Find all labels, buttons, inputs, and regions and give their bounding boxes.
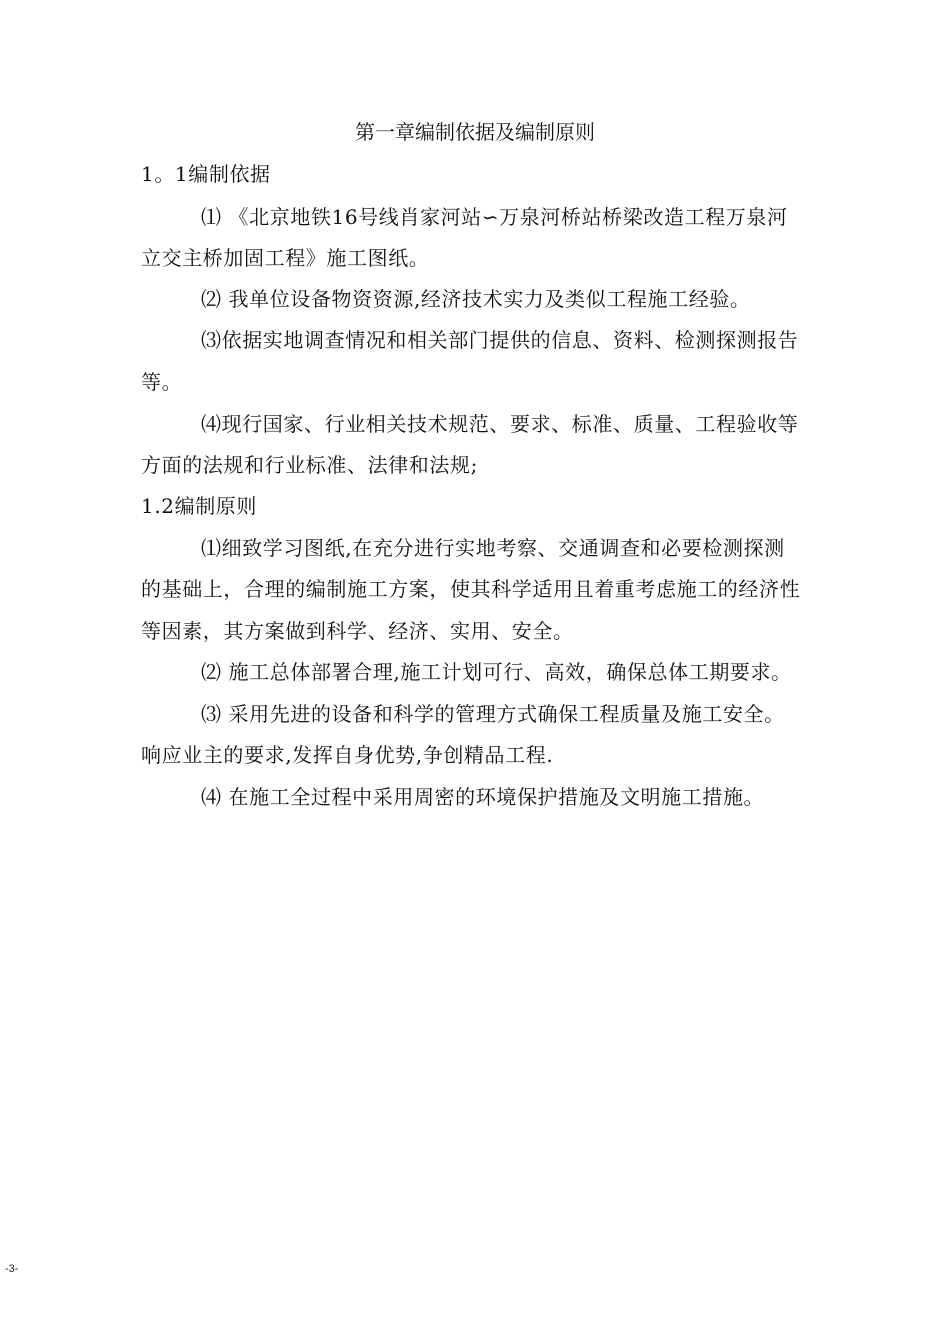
paragraph-line: ⑷ 在施工全过程中采用周密的环境保护措施及文明施工措施。 [201,785,765,809]
paragraph-line: 的基础上，合理的编制施工方案，使其科学适用且着重考虑施工的经济性 [141,577,801,601]
paragraph-line: ⑴ 《北京地铁16号线肖家河站∽万泉河桥站桥梁改造工程万泉河 [201,205,788,229]
paragraph-line: ⑷现行国家、行业相关技术规范、要求、标准、质量、工程验收等 [201,412,799,436]
paragraph-line: 等。 [141,370,183,394]
chapter-title: 第一章编制依据及编制原则 [355,120,595,144]
paragraph-line: ⑶ 采用先进的设备和科学的管理方式确保工程质量及施工安全。 [201,702,785,726]
section-heading-1-1: 1。1编制依据 [141,162,271,186]
paragraph-line: ⑵ 我单位设备物资资源,经济技术实力及类似工程施工经验。 [201,287,751,311]
paragraph-line: ⑵ 施工总体部署合理,施工计划可行、高效，确保总体工期要求。 [201,660,792,684]
paragraph-line: 等因素，其方案做到科学、经济、实用、安全。 [141,619,574,643]
paragraph-line: 立交主桥加固工程》施工图纸。 [141,246,430,270]
paragraph-line: 方面的法规和行业标准、法律和法规; [141,453,478,477]
paragraph-line: 响应业主的要求,发挥自身优势,争创精品工程. [141,743,554,767]
paragraph-line: ⑶依据实地调查情况和相关部门提供的信息、资料、检测探测报告 [201,328,799,352]
section-heading-1-2: 1.2编制原则 [141,494,258,518]
paragraph-line: ⑴细致学习图纸,在充分进行实地考察、交通调查和必要检测探测 [201,536,785,560]
page-number: -3- [5,1263,19,1275]
